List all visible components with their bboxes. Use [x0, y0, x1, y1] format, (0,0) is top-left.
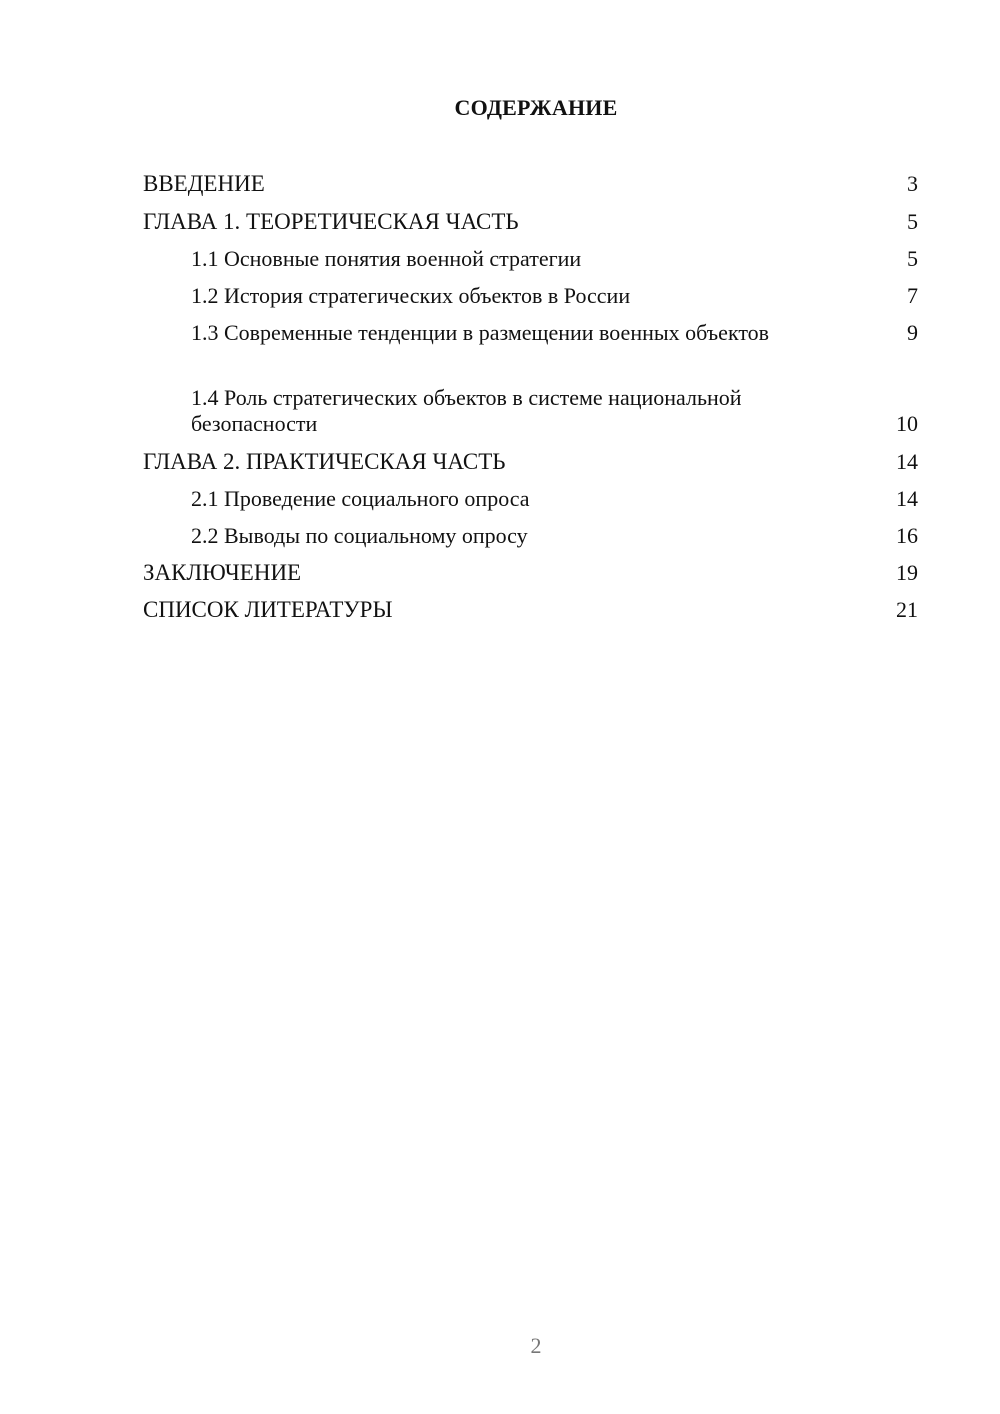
toc-entry-chapter-1[interactable]: [143, 209, 918, 235]
toc-entry-section-1-4[interactable]: [143, 385, 918, 437]
toc-entry-page: 10: [896, 411, 918, 436]
toc-entry-page: 14: [896, 449, 918, 474]
toc-entry-text: 2.2 Выводы по социальному опросу: [191, 523, 528, 548]
toc-entry-conclusion[interactable]: [143, 560, 918, 586]
toc-entry-page: 19: [896, 560, 918, 585]
toc-entry-text: ЗАКЛЮЧЕНИЕ: [143, 560, 302, 585]
toc-entry-page: 3: [907, 171, 918, 196]
page-number: 2: [530, 1333, 542, 1358]
toc-entry-section-2-1[interactable]: [143, 486, 918, 512]
toc-entry-text: ГЛАВА 1. ТЕОРЕТИЧЕСКАЯ ЧАСТЬ: [143, 209, 519, 234]
toc-entry-section-1-3[interactable]: [143, 320, 918, 346]
page-title: СОДЕРЖАНИЕ: [454, 95, 618, 120]
toc-entry-references[interactable]: [143, 597, 918, 623]
toc-entry-page: 9: [907, 320, 918, 345]
toc-entry-text: СПИСОК ЛИТЕРАТУРЫ: [143, 597, 393, 622]
toc-entry-chapter-2[interactable]: [143, 449, 918, 475]
toc-entry-page: 5: [907, 209, 918, 234]
toc-entry-text: 1.4 Роль стратегических объектов в системе национальной безопасности: [191, 385, 742, 436]
toc-entry-page: 16: [896, 523, 918, 548]
toc-entry-text: 1.1 Основные понятия военной стратегии: [191, 246, 582, 271]
toc-entry-introduction[interactable]: [143, 171, 918, 197]
toc-entry-section-1-2[interactable]: [143, 283, 918, 309]
toc-entry-section-1-1[interactable]: [143, 246, 918, 272]
toc-entry-page: 5: [907, 246, 918, 271]
toc-entry-text: ГЛАВА 2. ПРАКТИЧЕСКАЯ ЧАСТЬ: [143, 449, 506, 474]
toc-entry-page: 7: [907, 283, 918, 308]
toc-entry-text: 1.3 Современные тенденции в размещении военных объектов: [191, 320, 770, 345]
toc-entry-page: 21: [896, 597, 918, 622]
toc-entry-text: ВВЕДЕНИЕ: [143, 171, 265, 196]
toc-entry-section-2-2[interactable]: [143, 523, 918, 549]
toc-entry-text: 1.2 История стратегических объектов в России: [191, 283, 631, 308]
toc-entry-text: 2.1 Проведение социального опроса: [191, 486, 530, 511]
toc-entry-page: 14: [896, 486, 918, 511]
